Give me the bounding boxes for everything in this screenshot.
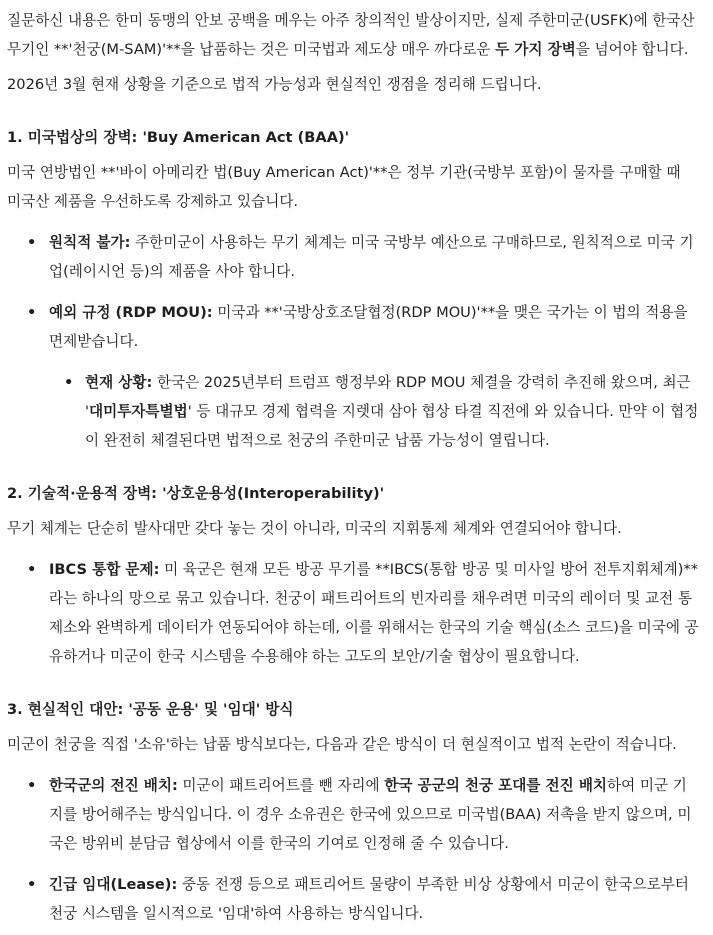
list-item-label: 원칙적 불가:	[49, 234, 131, 251]
context-paragraph: 2026년 3월 현재 상황을 기준으로 법적 가능성과 현실적인 쟁점을 정리해 드립니다.	[7, 76, 542, 93]
section-2-body: 무기 체계는 단순히 발사대만 갖다 놓는 것이 아니라, 미국의 지휘통제 체계와 연결되어야 합니다.	[7, 520, 622, 537]
list-item	[7, 870, 699, 928]
list-item	[7, 555, 699, 671]
list-item-label: 한국군의 전진 배치:	[49, 777, 178, 794]
list-item-bold: 한국 공군의 천궁 포대를 전진 배치	[384, 777, 608, 794]
section-1-heading: 1. 미국법상의 장벽: 'Buy American Act (BAA)'	[7, 129, 350, 146]
list-item-label: 예외 규정 (RDP MOU):	[49, 304, 213, 321]
intro-text-end: 을 넘어야 합니다.	[575, 41, 689, 58]
section-2-list	[7, 555, 699, 671]
list-item	[7, 771, 699, 858]
list-item-text: 미국과 **'국방상호조달협정(RDP MOU)'**을 맺은 국가는 이 법의 적용을 면제받습니다.	[49, 304, 688, 350]
intro-bold-text: 두 가지 장벽	[495, 41, 576, 58]
list-item	[7, 228, 699, 286]
section-3-list	[7, 771, 699, 928]
section-1-body: 미국 연방법인 **'바이 아메리칸 법(Buy American Act)'**은 정부 기관(국방부 포함)이 물자를 구매할 때 미국산 제품을 우선하도록 강제하고 있습니다.	[7, 164, 681, 210]
sub-list-item-text-end: ' 등 대규모 경제 협력을 지렛대 삼아 협상 타결 직전에 와 있습니다. 만약 이 협정이 완전히 체결된다면 법적으로 천궁의 주한미군 납품 가능성이 열립니다.	[85, 403, 699, 449]
list-item-label: 긴급 임대(Lease):	[49, 876, 178, 893]
sub-list-item-bold: 대미투자특별법	[89, 403, 188, 420]
section-3-heading: 3. 현실적인 대안: '공동 운용' 및 '임대' 방식	[7, 701, 294, 718]
list-item-text: 중동 전쟁 등으로 패트리어트 물량이 부족한 비상 상황에서 미군이 한국으로부터 천궁 시스템을 일시적으로 '임대'하여 사용하는 방식입니다.	[49, 876, 689, 922]
sub-list-item	[7, 368, 699, 455]
sub-list-item-label: 현재 상황:	[85, 374, 153, 391]
list-item-text: 미 육군은 현재 모든 방공 무기를 **IBCS(통합 방공 및 미사일 방어 전투지휘체계)**라는 하나의 망으로 묶고 있습니다. 천궁이 패트리어트의 빈자리를 채우려면 미국의 레이더 및 교전 통제소와 완벽하게 데이터가 연동되어야 하는데, 이를 위해서는 한국의 기술 핵심(소스 코드)을 미국에 공유하거나 미군이 한국 시스템을 수용해야 하는 고도의 보안/기술 협상이 필요합니다.	[49, 561, 699, 665]
list-item	[7, 298, 699, 356]
section-2-heading: 2. 기술적·운용적 장벽: '상호운용성(Interoperability)'	[7, 485, 385, 502]
intro-paragraph	[7, 6, 699, 64]
list-item-text: 주한미군이 사용하는 무기 체계는 미국 국방부 예산으로 구매하므로, 원칙적으로 미국 기업(레이시언 등)의 제품을 사야 합니다.	[49, 234, 694, 280]
list-item-text: 미군이 패트리어트를 뺀 자리에	[177, 777, 385, 794]
section-3-body: 미군이 천궁을 직접 '소유'하는 납품 방식보다는, 다음과 같은 방식이 더 현실적이고 법적 논란이 적습니다.	[7, 736, 677, 753]
intro-text: 질문하신 내용은 한미 동맹의 안보 공백을 메우는 아주 창의적인 발상이지만, 실제 주한미군(USFK)에 한국산 무기인 **'천궁(M-SAM)'**을 납품하는 것은 미국법과 제도상 매우 까다로운	[7, 12, 695, 58]
section-1-list	[7, 228, 699, 455]
list-item-label: IBCS 통합 문제:	[49, 561, 160, 578]
list-item-text-end: 하여 미군 기지를 방어해주는 방식입니다. 이 경우 소유권은 한국에 있으므로 미국법(BAA) 저촉을 받지 않으며, 미국은 방위비 분담금 협상에서 이를 한국의 기여로 인정해 줄 수 있습니다.	[49, 777, 692, 852]
sub-list-item-text: 한국은 2025년부터 트럼프 행정부와 RDP MOU 체결을 강력히 추진해 왔으며, 최근 '	[85, 374, 691, 420]
